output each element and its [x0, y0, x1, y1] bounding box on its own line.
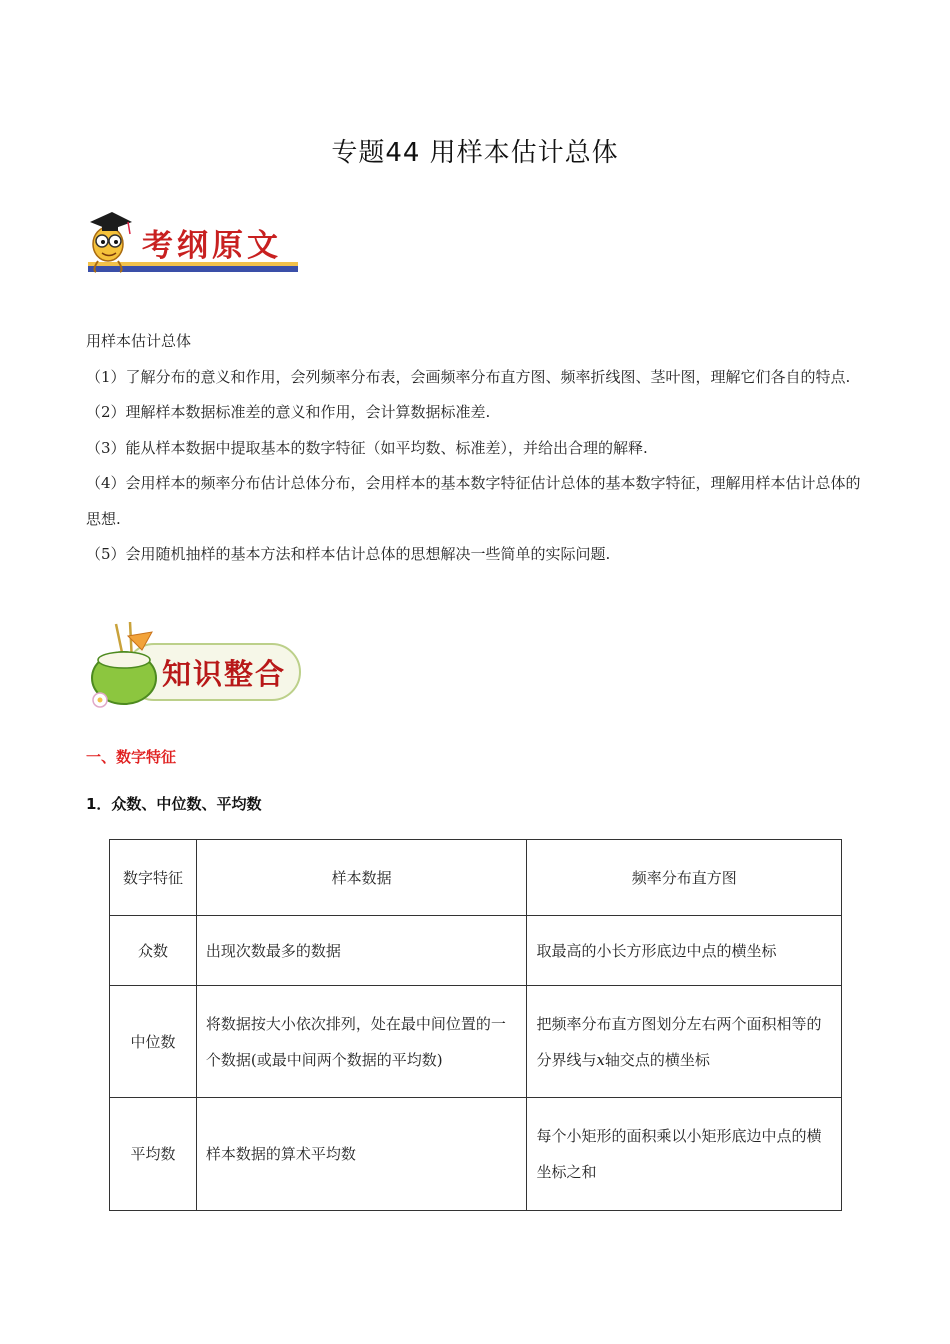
syllabus-text — [86, 324, 866, 573]
table-row — [110, 1098, 842, 1211]
syllabus-intro: 用样本估计总体 — [86, 332, 192, 350]
table-cell: 每个小矩形的面积乘以小矩形底边中点的横坐标之和 — [527, 1098, 842, 1211]
syllabus-item: （4）会用样本的频率分布估计总体分布，会用样本的基本数字特征估计总体的基本数字特征，理解用样本估计总体的思想. — [86, 474, 861, 528]
svg-text:考纲原文: 考纲原文 — [142, 228, 282, 264]
syllabus-item: （5）会用随机抽样的基本方法和样本估计总体的思想解决一些简单的实际问题. — [86, 545, 611, 563]
subsection-heading: 1．众数、中位数、平均数 — [86, 795, 262, 813]
table-header-row — [110, 840, 842, 916]
table-cell: 将数据按大小依次排列，处在最中间位置的一个数据(或最中间两个数据的平均数) — [196, 986, 527, 1098]
table-cell: 样本数据的算术平均数 — [196, 1098, 527, 1211]
section-heading: 一、数字特征 — [86, 748, 177, 766]
syllabus-banner — [86, 206, 300, 278]
table-cell — [527, 986, 842, 1098]
syllabus-item: （1）了解分布的意义和作用，会列频率分布表，会画频率分布直方图、频率折线图、茎叶图，理解它们各自的特点. — [86, 367, 851, 386]
table-cell: 平均数 — [110, 1098, 197, 1211]
page-title: 专题44 用样本估计总体 — [331, 138, 619, 168]
table-cell: 取最高的小长方形底边中点的横坐标 — [527, 916, 842, 986]
coconut-drink-icon — [92, 622, 156, 707]
table-cell: 众数 — [110, 916, 197, 986]
table-cell-text: 轴交点的横坐标 — [604, 1050, 710, 1069]
syllabus-item: （2）理解样本数据标准差的意义和作用，会计算数据标准差. — [86, 403, 491, 421]
table-header: 数字特征 — [110, 840, 197, 916]
table-row — [110, 986, 842, 1098]
table-cell: 出现次数最多的数据 — [196, 916, 527, 986]
table-row — [110, 916, 842, 986]
syllabus-item: （3）能从样本数据中提取基本的数字特征（如平均数、标准差），并给出合理的解释. — [86, 438, 648, 457]
table-header: 频率分布直方图 — [527, 840, 842, 916]
table-header: 样本数据 — [196, 840, 527, 916]
variable-x: x — [596, 1050, 605, 1069]
statistics-table — [109, 839, 842, 1211]
knowledge-banner — [86, 622, 304, 712]
svg-text:知识整合: 知识整合 — [162, 657, 287, 691]
table-cell-text: 把频率分布直方图划分左右两个面积相等的分界线与 — [536, 1014, 822, 1069]
table-cell: 中位数 — [110, 986, 197, 1098]
